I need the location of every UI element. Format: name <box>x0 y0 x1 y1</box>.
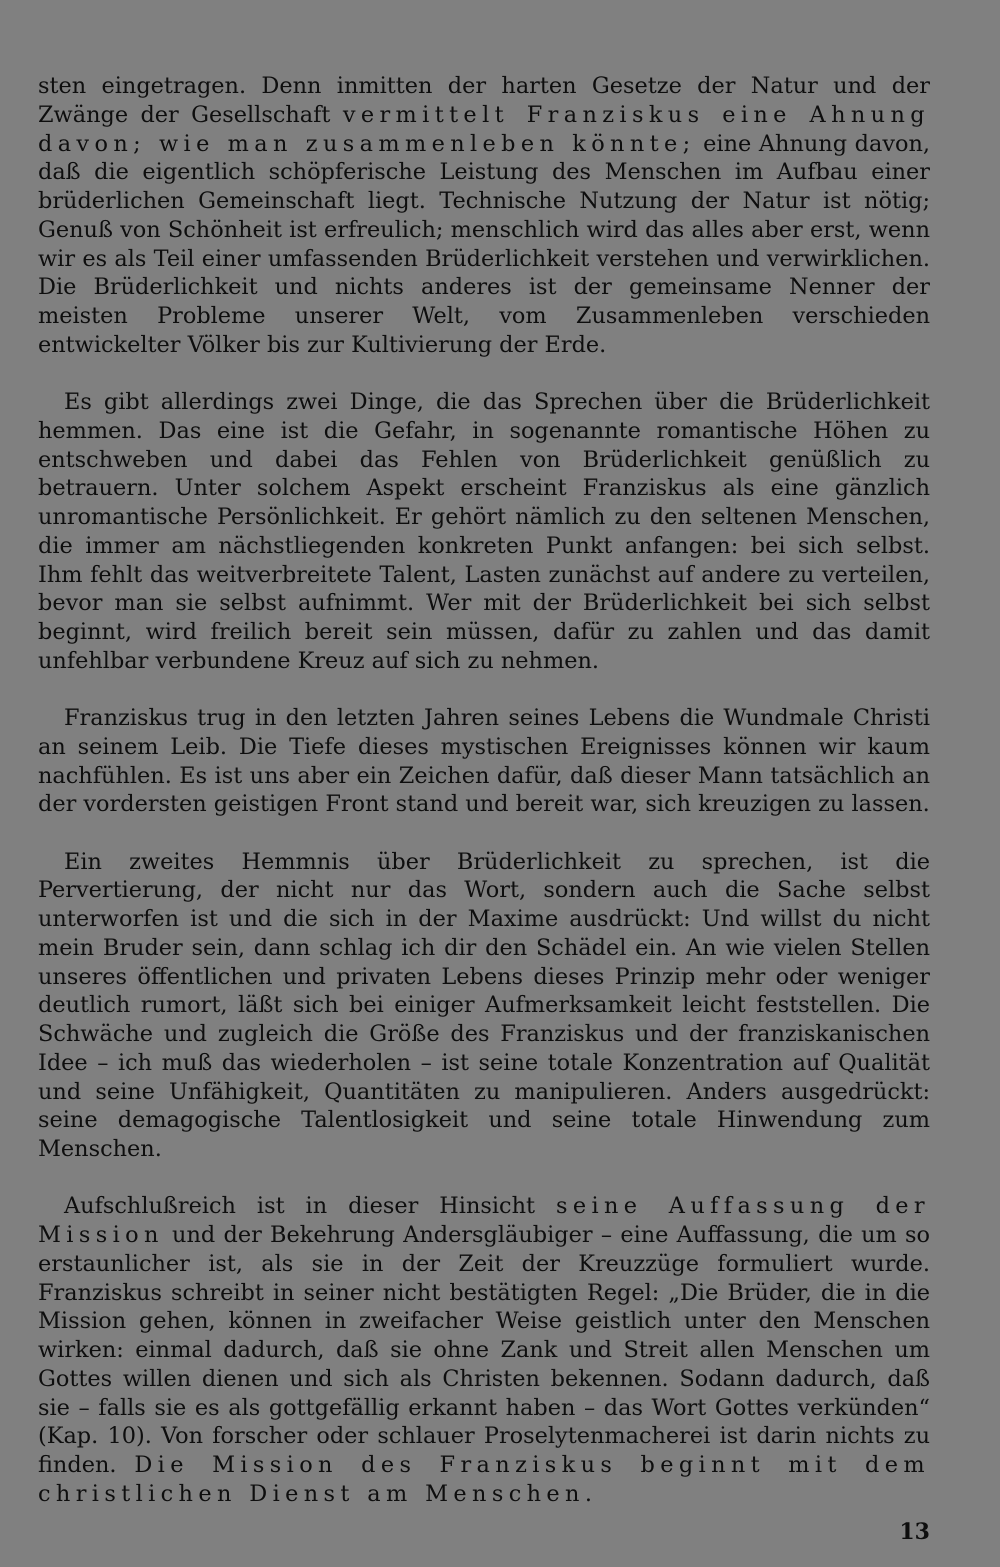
page-number: 13 <box>899 1519 930 1545</box>
paragraph-1-segment-3: eine Ahnung davon, daß die eigentlich schöpferische Leistung des Menschen im Aufbau einer brüderlichen Gemeinschaft liegt. Technische Nutzung der Natur ist nötig; Genuß von Schönheit ist erfreulich; menschlich wird das alles aber erst, wenn wir es als Teil einer umfassenden Brüderlichkeit verstehen und verwirklichen. Die Brüderlichkeit und nichts anderes ist der gemeinsame Nenner der meisten Probleme unserer Welt, vom Zusammenleben verschieden entwickelter Völker bis zur Kultivierung der Erde. <box>38 130 930 358</box>
paragraph-2-text: Es gibt allerdings zwei Dinge, die das Sprechen über die Brüderlichkeit hemmen. Das eine ist die Gefahr, in sogenannte romantische Höhen zu entschweben und dabei das Fehlen von Brüderlichkeit genüßlich zu betrauern. Unter solchem Aspekt erscheint Franziskus als eine gänzlich unromantische Persönlichkeit. Er gehört nämlich zu den seltenen Menschen, die immer am nächstliegenden konkreten Punkt anfangen: bei sich selbst. Ihm fehlt das weitverbreitete Talent, Lasten zunächst auf andere zu verteilen, bevor man sie selbst aufnimmt. Wer mit der Brüderlichkeit bei sich selbst beginnt, wird freilich bereit sein müssen, dafür zu zahlen und das damit unfehlbar verbundene Kreuz auf sich zu nehmen. <box>38 389 930 674</box>
page-text <box>38 72 930 1537</box>
paragraph-5-segment-1: Aufschlußreich ist in dieser Hinsicht <box>64 1193 556 1220</box>
paragraph-3-text: Franziskus trug in den letzten Jahren seines Lebens die Wundmale Christi an seinem Leib. Die Tiefe dieses mystischen Ereignisses können wir kaum nachfühlen. Es ist uns aber ein Zeichen dafür, daß dieser Mann tatsächlich an der vordersten geistigen Front stand und bereit war, sich kreuzigen zu lassen. <box>38 705 930 818</box>
paragraph-5 <box>38 1192 930 1508</box>
paragraph-5-segment-3: und der Bekehrung Andersgläubiger – eine Auffassung, die um so erstaunlicher ist, als sie in der Zeit der Kreuzzüge formuliert wurde. Franziskus schreibt in seiner nicht bestätigten Regel: „Die Brüder, die in die Mission gehen, können in zweifacher Weise geistlich unter den Menschen wirken: einmal dadurch, daß sie ohne Zank und Streit allen Menschen um Gottes willen dienen und sich als Christen bekennen. Sodann dadurch, daß sie – falls sie es als gottgefällig erkannt haben – das Wort Gottes verkünden“ (Kap. 10). Von forscher oder schlauer Proselytenmacherei ist darin nichts zu finden. <box>38 1222 930 1478</box>
paragraph-3 <box>38 704 930 819</box>
paragraph-5-spaced-emphasis-2: Die Mission des Franziskus beginnt mit dem christlichen Dienst am Menschen. <box>38 1452 930 1507</box>
paragraph-1-spaced-emphasis: vermittelt Franziskus eine Ahnung davon; wie man zusammenleben könnte; <box>38 101 930 157</box>
paragraph-4-text: Ein zweites Hemmnis über Brüderlichkeit zu sprechen, ist die Pervertierung, der nicht nur das Wort, sondern auch die Sache selbst unterworfen ist und die sich in der Maxime ausdrückt: Und willst du nicht mein Bruder sein, dann schlag ich dir den Schädel ein. An wie vielen Stellen unseres öffentlichen und privaten Lebens dieses Prinzip mehr oder weniger deutlich rumort, läßt sich bei einiger Aufmerksamkeit leicht feststellen. Die Schwäche und zugleich die Größe des Franziskus und der franziskanischen Idee – ich muß das wiederholen – ist seine totale Konzentration auf Qualität und seine Unfähigkeit, Quantitäten zu manipulieren. Anders ausgedrückt: seine demagogische Talentlosigkeit und seine totale Hinwendung zum Menschen. <box>38 848 930 1162</box>
paragraph-5-spaced-emphasis-1: seine Auffassung der Mission <box>38 1193 930 1248</box>
paragraph-1-segment-1: sten eingetragen. Denn inmitten der harten Gesetze der Natur und der Zwänge der Gesellschaft <box>38 73 930 128</box>
paragraph-2 <box>38 388 930 676</box>
paragraph-4 <box>38 848 930 1164</box>
paragraph-1 <box>38 72 930 360</box>
